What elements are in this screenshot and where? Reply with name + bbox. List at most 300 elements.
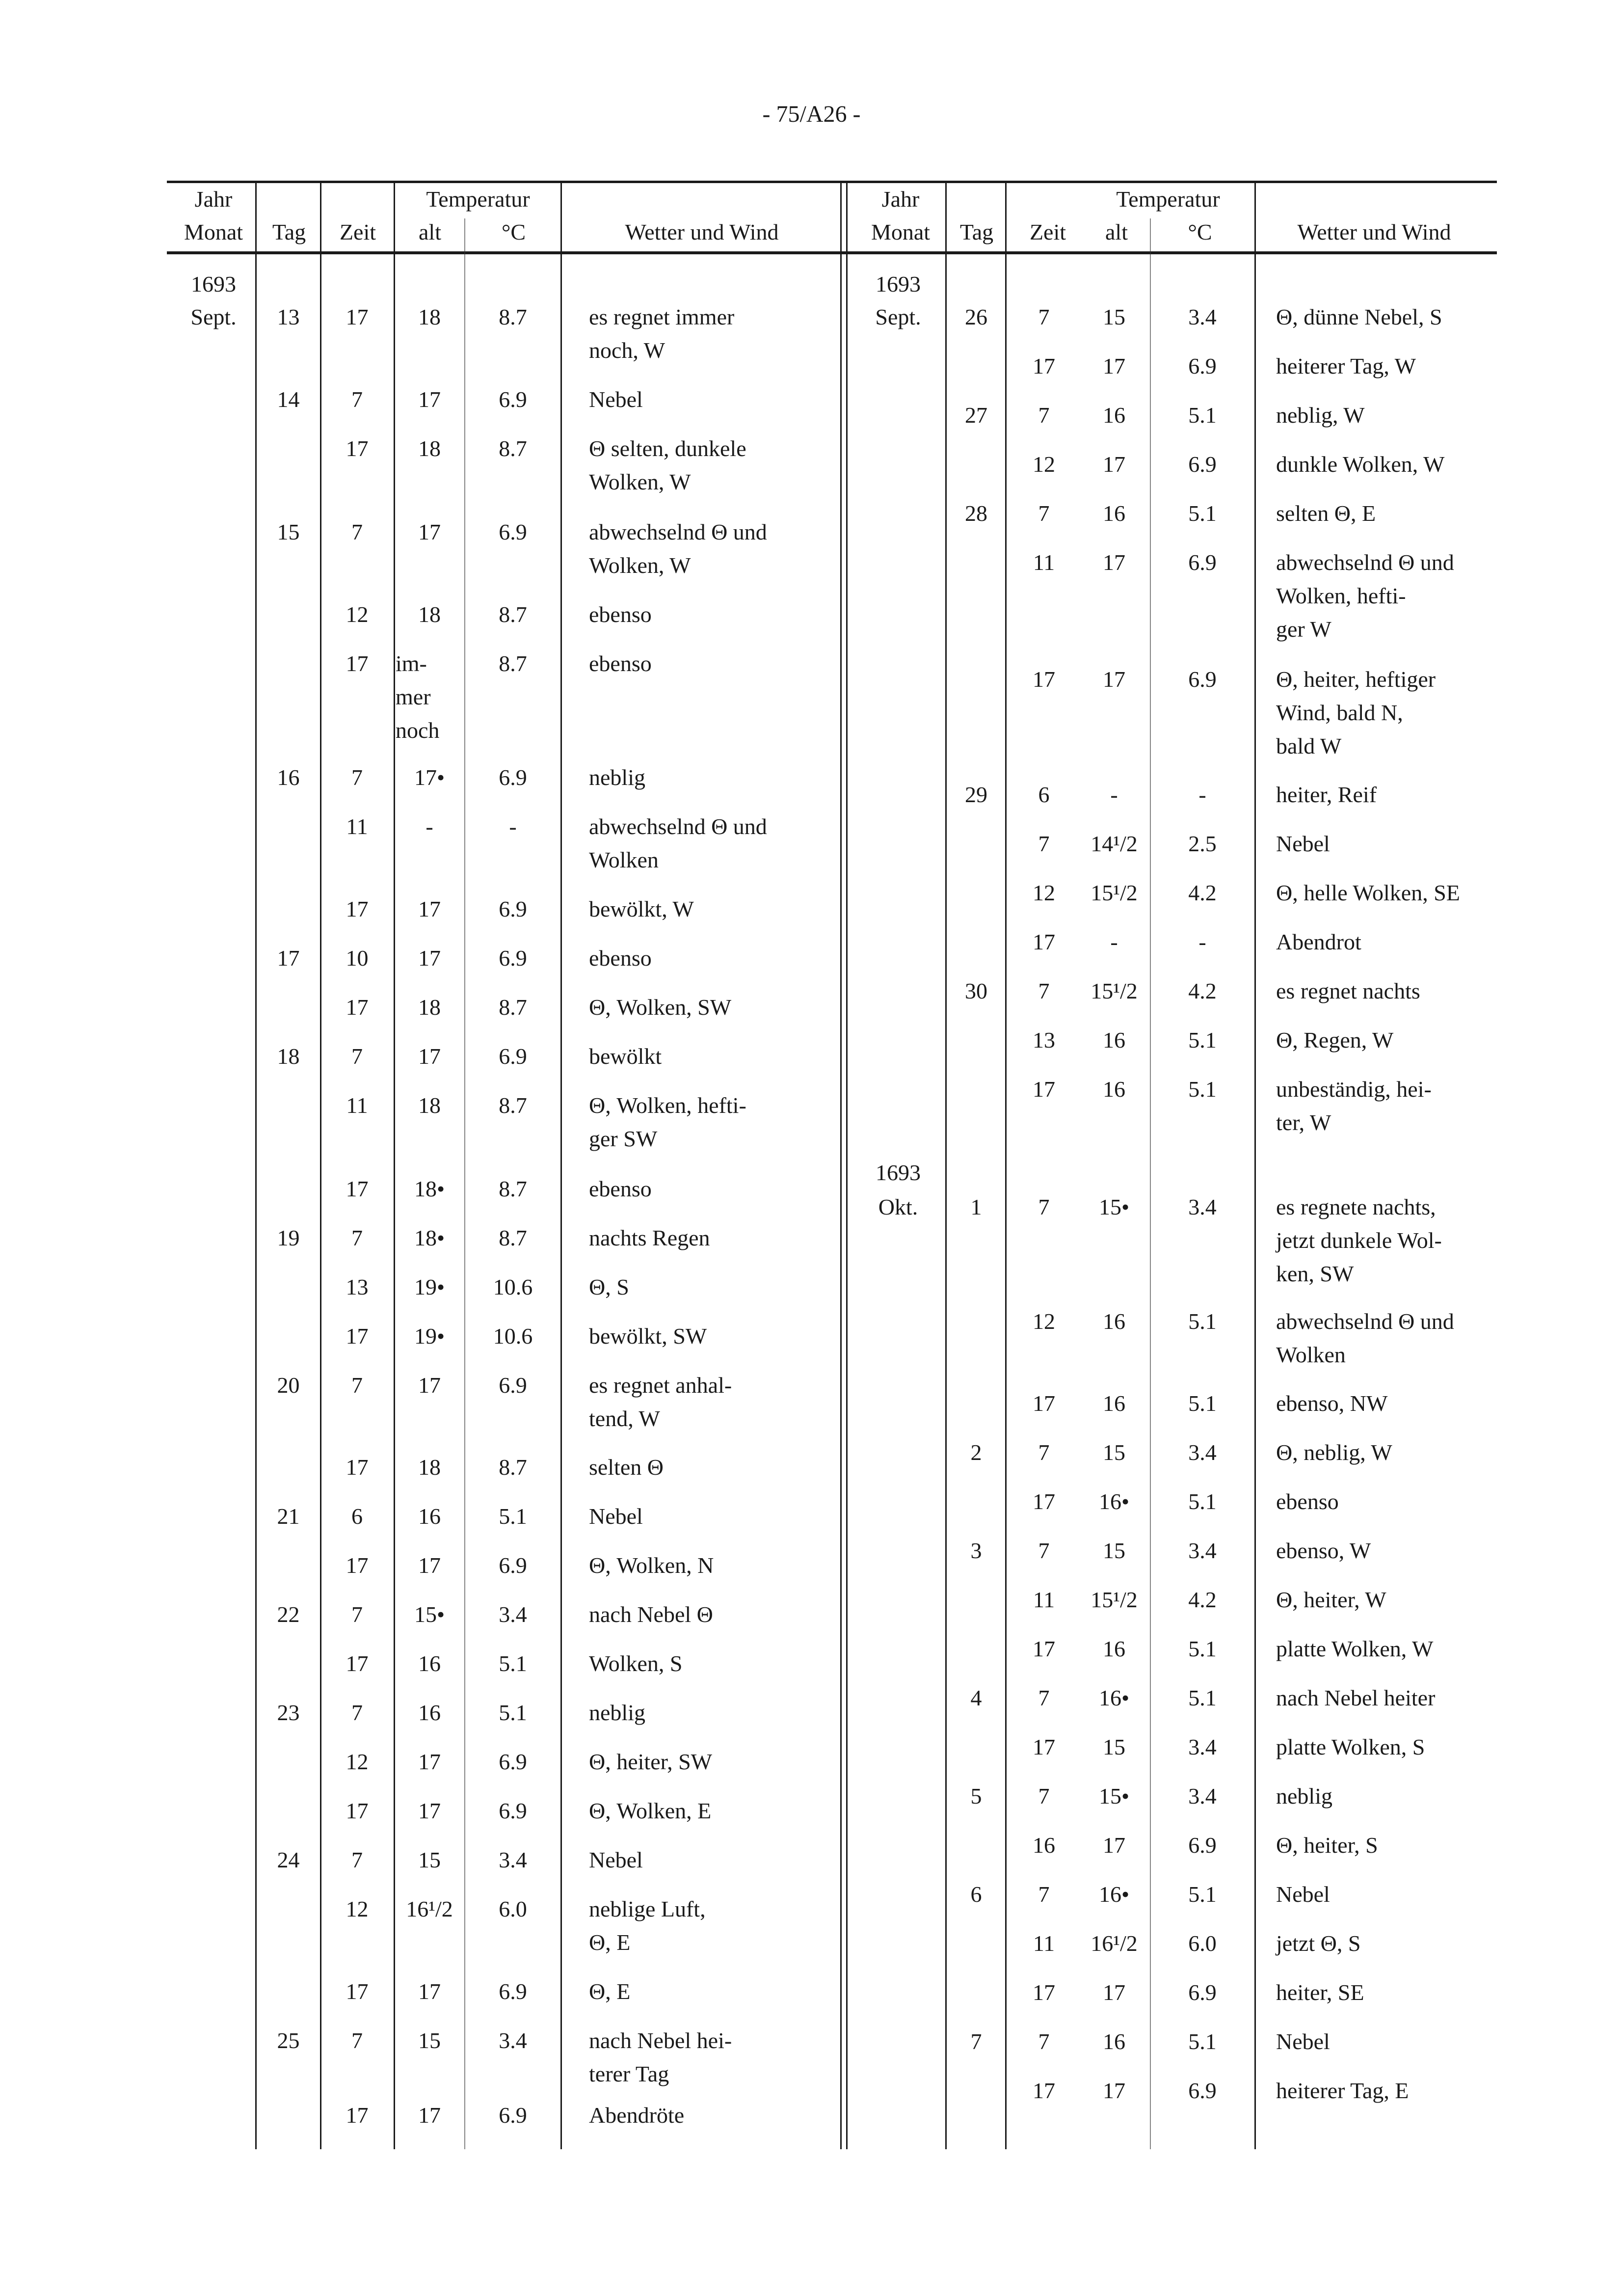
right-cell-alt: 16 bbox=[1103, 403, 1125, 428]
left-cell-c: 6.9 bbox=[499, 1798, 527, 1823]
right-cell-alt: 16 bbox=[1103, 1391, 1125, 1416]
right-cell-c: 5.1 bbox=[1188, 403, 1217, 428]
right-cell-wetter: Θ, heiter, S bbox=[1276, 1833, 1378, 1858]
left-cell-tag: 13 bbox=[277, 304, 300, 329]
right-cell-alt: 17 bbox=[1103, 452, 1125, 477]
right-cell-zeit: 7 bbox=[1038, 1440, 1050, 1465]
right-cell-c: 3.4 bbox=[1188, 1538, 1217, 1563]
right-cell-alt: 16¹/2 bbox=[1091, 1931, 1138, 1956]
right-cell-zeit: 17 bbox=[1033, 929, 1055, 954]
left-cell-alt: 17 bbox=[418, 1044, 441, 1069]
left-cell-zeit: 17 bbox=[346, 1798, 369, 1823]
left-cell-zeit: 7 bbox=[351, 1847, 363, 1872]
right-cell-tag: 4 bbox=[970, 1685, 982, 1710]
right-cell-wetter: heiterer Tag, E bbox=[1276, 2078, 1409, 2103]
left-cell-wetter: nachts Regen bbox=[589, 1225, 710, 1250]
left-cell-alt: 17 bbox=[418, 387, 441, 412]
col-rule-dashed bbox=[464, 218, 465, 2149]
left-cell-wetter: es regnet anhal- tend, W bbox=[589, 1373, 732, 1431]
left-cell-alt: 18 bbox=[418, 995, 441, 1020]
right-cell-alt: 16• bbox=[1098, 1882, 1130, 1907]
left-cell-zeit: 7 bbox=[351, 1373, 363, 1398]
left-cell-c: 8.7 bbox=[499, 602, 527, 627]
left-cell-c: 6.9 bbox=[499, 1749, 527, 1774]
right-cell-c: - bbox=[1198, 929, 1206, 954]
left-cell-wetter: nach Nebel hei- terer Tag bbox=[589, 2028, 732, 2086]
right-cell-wetter: es regnet nachts bbox=[1276, 978, 1420, 1003]
right-cell-c: 6.0 bbox=[1188, 1931, 1217, 1956]
right-cell-wetter: abwechselnd Θ und Wolken, hefti- ger W bbox=[1276, 550, 1454, 642]
right-cell-wetter: Nebel bbox=[1276, 2029, 1330, 2054]
left-cell-c: 3.4 bbox=[499, 1847, 527, 1872]
header-zeit-right: Zeit bbox=[1029, 219, 1066, 244]
left-cell-c: 8.7 bbox=[499, 1455, 527, 1480]
header-wetter-left: Wetter und Wind bbox=[625, 219, 779, 244]
right-cell-c: 6.9 bbox=[1188, 452, 1217, 477]
right-cell-zeit: 7 bbox=[1038, 2029, 1050, 2054]
left-cell-zeit: 7 bbox=[351, 1225, 363, 1250]
right-cell-zeit: 7 bbox=[1038, 978, 1050, 1003]
right-cell-alt: 15¹/2 bbox=[1091, 978, 1138, 1003]
right-cell-wetter: unbeständig, hei- ter, W bbox=[1276, 1077, 1432, 1135]
left-cell-zeit: 17 bbox=[346, 1651, 369, 1676]
left-cell-c: 5.1 bbox=[499, 1504, 527, 1529]
right-cell-zeit: 11 bbox=[1033, 1587, 1055, 1612]
left-cell-wetter: Θ, Wolken, N bbox=[589, 1553, 714, 1578]
right-cell-tag: 27 bbox=[965, 403, 987, 428]
col-rule-double bbox=[846, 183, 848, 2149]
right-cell-c: 6.9 bbox=[1188, 667, 1217, 692]
right-cell-zeit: 17 bbox=[1033, 1077, 1055, 1102]
left-cell-zeit: 12 bbox=[346, 1749, 369, 1774]
left-cell-alt: 18 bbox=[418, 1093, 441, 1118]
left-cell-tag: 22 bbox=[277, 1602, 300, 1627]
right-cell-c: 4.2 bbox=[1188, 1587, 1217, 1612]
left-cell-wetter: ebenso bbox=[589, 945, 652, 971]
right-cell-wetter: heiterer Tag, W bbox=[1276, 353, 1416, 378]
left-cell-wetter: neblig bbox=[589, 765, 645, 790]
header-temperatur-left: Temperatur bbox=[426, 187, 530, 212]
left-cell-wetter: es regnet immer noch, W bbox=[589, 304, 735, 363]
right-cell-c: 5.1 bbox=[1188, 2029, 1217, 2054]
left-cell-wetter: Θ, Wolken, E bbox=[589, 1798, 712, 1823]
right-cell-tag: 6 bbox=[970, 1882, 982, 1907]
right-cell-wetter: ebenso bbox=[1276, 1489, 1339, 1514]
right-cell-zeit: 17 bbox=[1033, 1489, 1055, 1514]
left-cell-wetter: Abendröte bbox=[589, 2103, 685, 2128]
right-cell-c: 3.4 bbox=[1188, 1734, 1217, 1759]
left-cell-wetter: nach Nebel Θ bbox=[589, 1602, 713, 1627]
left-cell-alt: 17• bbox=[414, 765, 445, 790]
col-rule bbox=[560, 183, 562, 2149]
right-cell-zeit: 17 bbox=[1033, 1734, 1055, 1759]
left-cell-c: 3.4 bbox=[499, 1602, 527, 1627]
right-cell-alt: - bbox=[1110, 782, 1118, 807]
right-cell-wetter: nach Nebel heiter bbox=[1276, 1685, 1436, 1710]
left-cell-c: 8.7 bbox=[499, 1225, 527, 1250]
left-cell-zeit: 17 bbox=[346, 1324, 369, 1349]
right-cell-c: 3.4 bbox=[1188, 1440, 1217, 1465]
right-cell-wetter: Θ, dünne Nebel, S bbox=[1276, 304, 1442, 329]
right-cell-wetter: Θ, Regen, W bbox=[1276, 1027, 1394, 1053]
right-cell-c: 5.1 bbox=[1188, 1882, 1217, 1907]
right-cell-c: 5.1 bbox=[1188, 1027, 1217, 1053]
right-cell-alt: 16 bbox=[1103, 1027, 1125, 1053]
right-cell-zeit: 7 bbox=[1038, 501, 1050, 526]
right-cell-zeit: 11 bbox=[1033, 550, 1055, 575]
left-cell-c: 8.7 bbox=[499, 1176, 527, 1201]
right-cell-zeit: 12 bbox=[1033, 1309, 1055, 1334]
right-cell-jahr: Okt. bbox=[878, 1194, 918, 1219]
left-cell-alt: 18 bbox=[418, 304, 441, 329]
right-cell-tag: 5 bbox=[970, 1783, 982, 1809]
left-cell-wetter: Θ, heiter, SW bbox=[589, 1749, 713, 1774]
left-cell-zeit: 17 bbox=[346, 995, 369, 1020]
left-cell-c: 6.0 bbox=[499, 1896, 527, 1921]
right-cell-alt: 16 bbox=[1103, 1077, 1125, 1102]
right-cell-alt: 15 bbox=[1103, 304, 1125, 329]
right-cell-alt: 15¹/2 bbox=[1091, 880, 1138, 905]
left-cell-alt: 16 bbox=[418, 1651, 441, 1676]
left-cell-zeit: 7 bbox=[351, 519, 363, 544]
right-cell-wetter: es regnete nachts, jetzt dunkele Wol- ken, SW bbox=[1276, 1194, 1442, 1286]
right-cell-zeit: 11 bbox=[1033, 1931, 1055, 1956]
left-cell-zeit: 17 bbox=[346, 436, 369, 461]
right-cell-zeit: 16 bbox=[1033, 1833, 1055, 1858]
left-cell-zeit: 17 bbox=[346, 1176, 369, 1201]
right-cell-alt: 16 bbox=[1103, 1636, 1125, 1661]
right-cell-wetter: heiter, SE bbox=[1276, 1980, 1364, 2005]
left-cell-tag: 15 bbox=[277, 519, 300, 544]
left-cell-alt: 19• bbox=[414, 1274, 445, 1299]
left-cell-zeit: 17 bbox=[346, 896, 369, 921]
header-jahr-left: Jahr bbox=[194, 187, 233, 212]
right-cell-wetter: Θ, helle Wolken, SE bbox=[1276, 880, 1460, 905]
right-cell-c: 2.5 bbox=[1188, 831, 1217, 856]
right-cell-alt: - bbox=[1110, 929, 1118, 954]
right-cell-zeit: 17 bbox=[1033, 1391, 1055, 1416]
left-cell-c: 6.9 bbox=[499, 519, 527, 544]
right-cell-alt: 15 bbox=[1103, 1538, 1125, 1563]
left-cell-alt: 15 bbox=[418, 2028, 441, 2053]
right-cell-alt: 16• bbox=[1098, 1685, 1130, 1710]
left-cell-wetter: ebenso bbox=[589, 651, 652, 676]
header-monat-right: Monat bbox=[871, 219, 931, 244]
left-cell-alt: 17 bbox=[418, 1798, 441, 1823]
left-cell-zeit: 17 bbox=[346, 651, 369, 676]
right-cell-wetter: heiter, Reif bbox=[1276, 782, 1377, 807]
right-cell-c: 5.1 bbox=[1188, 1489, 1217, 1514]
left-cell-c: 6.9 bbox=[499, 896, 527, 921]
left-cell-zeit: 7 bbox=[351, 1700, 363, 1725]
right-cell-wetter: jetzt Θ, S bbox=[1276, 1931, 1361, 1956]
header-tag-left: Tag bbox=[272, 219, 306, 244]
left-cell-alt: 18• bbox=[414, 1176, 445, 1201]
col-rule bbox=[255, 183, 257, 2149]
left-cell-tag: 23 bbox=[277, 1700, 300, 1725]
header-celsius-right: °C bbox=[1188, 219, 1212, 244]
right-cell-alt: 16 bbox=[1103, 501, 1125, 526]
left-cell-zeit: 10 bbox=[346, 945, 369, 971]
left-cell-zeit: 12 bbox=[346, 602, 369, 627]
left-cell-c: 5.1 bbox=[499, 1651, 527, 1676]
right-cell-wetter: platte Wolken, S bbox=[1276, 1734, 1425, 1759]
right-cell-c: 5.1 bbox=[1188, 501, 1217, 526]
right-cell-c: 5.1 bbox=[1188, 1685, 1217, 1710]
left-cell-c: 8.7 bbox=[499, 995, 527, 1020]
left-cell-zeit: 7 bbox=[351, 1044, 363, 1069]
right-cell-alt: 14¹/2 bbox=[1091, 831, 1138, 856]
left-cell-wetter: bewölkt, SW bbox=[589, 1324, 707, 1349]
right-cell-tag: 26 bbox=[965, 304, 987, 329]
left-cell-alt: 19• bbox=[414, 1324, 445, 1349]
right-cell-zeit: 12 bbox=[1033, 452, 1055, 477]
right-cell-c: 4.2 bbox=[1188, 880, 1217, 905]
right-cell-c: 6.9 bbox=[1188, 353, 1217, 378]
right-cell-wetter: abwechselnd Θ und Wolken bbox=[1276, 1309, 1454, 1367]
left-cell-wetter: Nebel bbox=[589, 1504, 643, 1529]
left-cell-tag: 14 bbox=[277, 387, 300, 412]
left-cell-wetter: abwechselnd Θ und Wolken, W bbox=[589, 519, 767, 578]
right-cell-zeit: 7 bbox=[1038, 1882, 1050, 1907]
right-cell-c: 5.1 bbox=[1188, 1309, 1217, 1334]
left-cell-zeit: 7 bbox=[351, 387, 363, 412]
left-cell-wetter: neblige Luft, Θ, E bbox=[589, 1896, 706, 1955]
right-cell-c: 6.9 bbox=[1188, 1833, 1217, 1858]
left-cell-c: - bbox=[509, 814, 517, 839]
left-cell-c: 8.7 bbox=[499, 436, 527, 461]
left-cell-alt: 18 bbox=[418, 602, 441, 627]
left-cell-c: 6.9 bbox=[499, 1979, 527, 2004]
left-cell-zeit: 17 bbox=[346, 1979, 369, 2004]
right-cell-c: 5.1 bbox=[1188, 1077, 1217, 1102]
right-cell-wetter: dunkle Wolken, W bbox=[1276, 452, 1445, 477]
right-cell-c: 4.2 bbox=[1188, 978, 1217, 1003]
left-cell-alt: 17 bbox=[418, 1749, 441, 1774]
right-cell-alt: 17 bbox=[1103, 353, 1125, 378]
right-cell-wetter: Θ, heiter, heftiger Wind, bald N, bald W bbox=[1276, 667, 1436, 758]
left-cell-wetter: Θ, Wolken, hefti- ger SW bbox=[589, 1093, 746, 1151]
right-cell-alt: 17 bbox=[1103, 1833, 1125, 1858]
right-cell-tag: 1 bbox=[970, 1194, 982, 1219]
left-cell-c: 6.9 bbox=[499, 1553, 527, 1578]
right-cell-wetter: neblig bbox=[1276, 1783, 1332, 1809]
right-cell-tag: 28 bbox=[965, 501, 987, 526]
right-cell-alt: 16 bbox=[1103, 2029, 1125, 2054]
left-cell-alt: 17 bbox=[418, 1979, 441, 2004]
right-cell-zeit: 17 bbox=[1033, 1980, 1055, 2005]
page-number: - 75/A26 - bbox=[762, 101, 861, 127]
left-cell-wetter: bewölkt, W bbox=[589, 896, 694, 921]
header-tag-right: Tag bbox=[959, 219, 994, 244]
right-cell-c: 3.4 bbox=[1188, 1783, 1217, 1809]
left-cell-c: 8.7 bbox=[499, 304, 527, 329]
right-cell-c: - bbox=[1198, 782, 1206, 807]
right-cell-tag: 30 bbox=[965, 978, 987, 1003]
right-cell-wetter: neblig, W bbox=[1276, 403, 1365, 428]
left-cell-tag: 24 bbox=[277, 1847, 300, 1872]
right-cell-alt: 15 bbox=[1103, 1440, 1125, 1465]
right-cell-wetter: ebenso, NW bbox=[1276, 1391, 1388, 1416]
left-cell-alt: 17 bbox=[418, 2103, 441, 2128]
left-cell-alt: 17 bbox=[418, 1373, 441, 1398]
left-cell-c: 8.7 bbox=[499, 1093, 527, 1118]
left-cell-alt: 17 bbox=[418, 519, 441, 544]
right-cell-c: 3.4 bbox=[1188, 304, 1217, 329]
right-cell-alt: 17 bbox=[1103, 2078, 1125, 2103]
left-cell-zeit: 17 bbox=[346, 2103, 369, 2128]
left-cell-wetter: Θ, S bbox=[589, 1274, 629, 1299]
header-wetter-right: Wetter und Wind bbox=[1297, 219, 1451, 244]
right-cell-wetter: Nebel bbox=[1276, 1882, 1330, 1907]
left-cell-c: 10.6 bbox=[493, 1274, 533, 1299]
col-rule-dashed bbox=[1150, 218, 1151, 2149]
left-cell-jahr: Sept. bbox=[190, 304, 237, 329]
left-cell-wetter: selten Θ bbox=[589, 1455, 664, 1480]
left-cell-wetter: ebenso bbox=[589, 1176, 652, 1201]
right-cell-zeit: 7 bbox=[1038, 831, 1050, 856]
left-cell-tag: 19 bbox=[277, 1225, 300, 1250]
right-cell-c: 3.4 bbox=[1188, 1194, 1217, 1219]
left-cell-alt: 18 bbox=[418, 436, 441, 461]
right-cell-c: 6.9 bbox=[1188, 1980, 1217, 2005]
left-cell-wetter: neblig bbox=[589, 1700, 645, 1725]
header-temperatur-right: Temperatur bbox=[1116, 187, 1220, 212]
left-cell-c: 3.4 bbox=[499, 2028, 527, 2053]
right-cell-alt: 17 bbox=[1103, 550, 1125, 575]
right-cell-alt: 15• bbox=[1098, 1194, 1130, 1219]
right-cell-c: 6.9 bbox=[1188, 2078, 1217, 2103]
left-cell-alt: 17 bbox=[418, 945, 441, 971]
right-cell-wetter: Abendrot bbox=[1276, 929, 1361, 954]
left-cell-zeit: 7 bbox=[351, 765, 363, 790]
left-cell-alt: 17 bbox=[418, 1553, 441, 1578]
table-header-rule bbox=[167, 251, 1497, 254]
right-cell-alt: 17 bbox=[1103, 667, 1125, 692]
left-cell-wetter: abwechselnd Θ und Wolken bbox=[589, 814, 767, 872]
left-cell-wetter: ebenso bbox=[589, 602, 652, 627]
col-rule bbox=[1254, 183, 1256, 2149]
left-cell-tag: 16 bbox=[277, 765, 300, 790]
header-alt-right: alt bbox=[1105, 219, 1128, 244]
left-cell-c: 6.9 bbox=[499, 387, 527, 412]
right-cell-jahr: 1693 bbox=[876, 1160, 921, 1185]
right-cell-wetter: Nebel bbox=[1276, 831, 1330, 856]
right-cell-zeit: 7 bbox=[1038, 1783, 1050, 1809]
left-cell-wetter: Nebel bbox=[589, 387, 643, 412]
right-cell-tag: 3 bbox=[970, 1538, 982, 1563]
right-cell-wetter: Θ, neblig, W bbox=[1276, 1440, 1392, 1465]
right-cell-c: 5.1 bbox=[1188, 1391, 1217, 1416]
left-cell-c: 6.9 bbox=[499, 2103, 527, 2128]
right-cell-zeit: 17 bbox=[1033, 2078, 1055, 2103]
left-cell-c: 5.1 bbox=[499, 1700, 527, 1725]
right-cell-zeit: 7 bbox=[1038, 403, 1050, 428]
right-cell-wetter: platte Wolken, W bbox=[1276, 1636, 1434, 1661]
left-cell-wetter: bewölkt bbox=[589, 1044, 662, 1069]
right-cell-alt: 15 bbox=[1103, 1734, 1125, 1759]
left-cell-zeit: 7 bbox=[351, 2028, 363, 2053]
left-cell-alt: 17 bbox=[418, 896, 441, 921]
left-cell-jahr: 1693 bbox=[191, 271, 236, 297]
right-cell-c: 6.9 bbox=[1188, 550, 1217, 575]
left-cell-wetter: Θ, E bbox=[589, 1979, 631, 2004]
right-cell-zeit: 7 bbox=[1038, 1685, 1050, 1710]
right-cell-zeit: 17 bbox=[1033, 1636, 1055, 1661]
col-rule bbox=[945, 183, 947, 2149]
right-cell-zeit: 7 bbox=[1038, 1538, 1050, 1563]
left-cell-c: 6.9 bbox=[499, 765, 527, 790]
left-cell-wetter: Θ selten, dunkele Wolken, W bbox=[589, 436, 746, 494]
right-cell-tag: 2 bbox=[970, 1440, 982, 1465]
right-cell-zeit: 13 bbox=[1033, 1027, 1055, 1053]
header-monat-left: Monat bbox=[184, 219, 243, 244]
left-cell-alt: 15 bbox=[418, 1847, 441, 1872]
header-zeit-left: Zeit bbox=[339, 219, 376, 244]
header-alt-left: alt bbox=[419, 219, 441, 244]
right-cell-alt: 16 bbox=[1103, 1309, 1125, 1334]
left-cell-tag: 18 bbox=[277, 1044, 300, 1069]
right-cell-zeit: 7 bbox=[1038, 304, 1050, 329]
right-cell-c: 5.1 bbox=[1188, 1636, 1217, 1661]
left-cell-tag: 25 bbox=[277, 2028, 300, 2053]
left-cell-zeit: 17 bbox=[346, 304, 369, 329]
left-cell-c: 10.6 bbox=[493, 1324, 533, 1349]
right-cell-alt: 16• bbox=[1098, 1489, 1130, 1514]
left-cell-zeit: 17 bbox=[346, 1553, 369, 1578]
left-cell-alt: 18• bbox=[414, 1225, 445, 1250]
left-cell-zeit: 12 bbox=[346, 1896, 369, 1921]
left-cell-zeit: 11 bbox=[346, 814, 368, 839]
header-jahr-right: Jahr bbox=[881, 187, 920, 212]
right-cell-tag: 29 bbox=[965, 782, 987, 807]
left-cell-alt: 16¹/2 bbox=[406, 1896, 453, 1921]
right-cell-zeit: 6 bbox=[1038, 782, 1050, 807]
left-cell-tag: 21 bbox=[277, 1504, 300, 1529]
col-rule-double bbox=[840, 183, 842, 2149]
right-cell-zeit: 12 bbox=[1033, 880, 1055, 905]
left-cell-c: 6.9 bbox=[499, 1373, 527, 1398]
right-cell-zeit: 17 bbox=[1033, 667, 1055, 692]
left-cell-c: 8.7 bbox=[499, 651, 527, 676]
left-cell-wetter: Θ, Wolken, SW bbox=[589, 995, 732, 1020]
right-cell-alt: 17 bbox=[1103, 1980, 1125, 2005]
right-cell-alt: 15• bbox=[1098, 1783, 1130, 1809]
left-cell-alt: 18 bbox=[418, 1455, 441, 1480]
left-cell-tag: 17 bbox=[277, 945, 300, 971]
left-cell-zeit: 13 bbox=[346, 1274, 369, 1299]
col-rule bbox=[1005, 183, 1007, 2149]
right-cell-alt: 15¹/2 bbox=[1091, 1587, 1138, 1612]
col-rule bbox=[394, 183, 395, 2149]
right-cell-wetter: selten Θ, E bbox=[1276, 501, 1376, 526]
left-cell-alt: 15• bbox=[414, 1602, 445, 1627]
left-cell-c: 6.9 bbox=[499, 1044, 527, 1069]
left-cell-wetter: Nebel bbox=[589, 1847, 643, 1872]
left-cell-alt: - bbox=[426, 814, 433, 839]
right-cell-wetter: ebenso, W bbox=[1276, 1538, 1371, 1563]
table-top-rule bbox=[167, 181, 1497, 183]
right-cell-tag: 7 bbox=[970, 2029, 982, 2054]
left-cell-c: 6.9 bbox=[499, 945, 527, 971]
left-cell-alt: 16 bbox=[418, 1700, 441, 1725]
left-cell-zeit: 6 bbox=[351, 1504, 363, 1529]
left-cell-zeit: 11 bbox=[346, 1093, 368, 1118]
header-celsius-left: °C bbox=[501, 219, 526, 244]
left-cell-zeit: 7 bbox=[351, 1602, 363, 1627]
right-cell-zeit: 17 bbox=[1033, 353, 1055, 378]
right-cell-jahr: Sept. bbox=[875, 304, 921, 329]
